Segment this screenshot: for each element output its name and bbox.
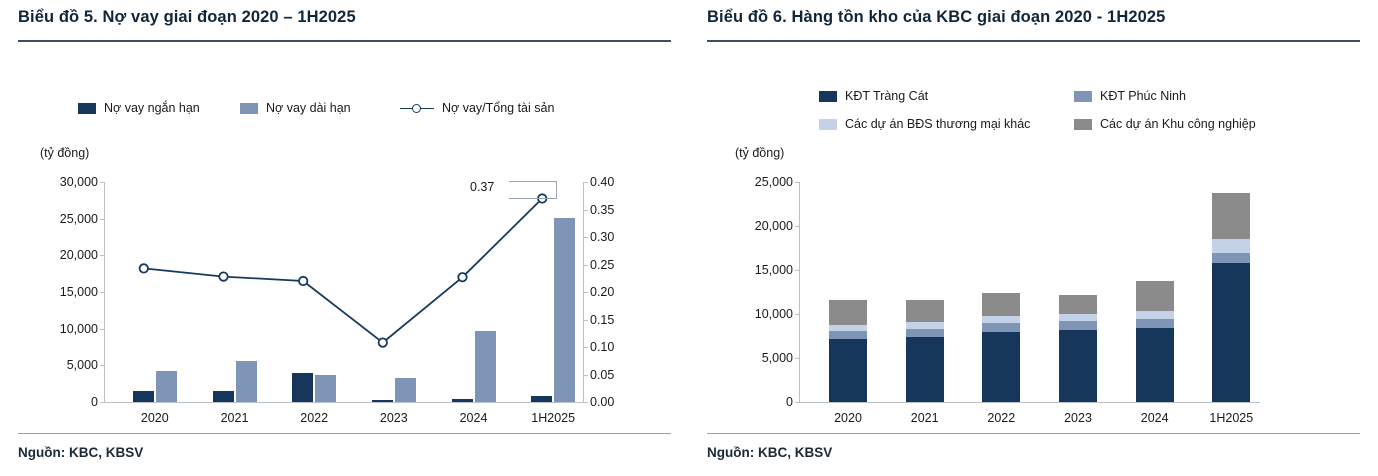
legend-item-trang-cat	[819, 89, 928, 103]
y-tick-mark-0-right	[795, 402, 800, 403]
legend-item-phuc-ninh	[1074, 89, 1186, 103]
x-tick-2020: 2020	[140, 411, 169, 425]
segment-other-comm-2024	[1136, 311, 1174, 319]
y-tick-mark-0	[100, 402, 105, 403]
legend-swatch-other-commercial	[819, 119, 837, 130]
source-divider-left	[18, 433, 671, 434]
y2-tick-mark-035	[583, 210, 588, 211]
y2-tick-025: 0.25	[590, 257, 615, 272]
title-divider-left	[18, 40, 671, 42]
y2-tick-mark-030	[583, 237, 588, 238]
y-tick-mark-20000-right	[795, 226, 800, 227]
segment-phuc-ninh-2020	[829, 331, 867, 339]
source-note-right: Nguồn: KBC, KBSV	[707, 445, 833, 460]
legend-swatch-trang-cat	[819, 91, 837, 102]
segment-trang-cat-2020	[829, 339, 867, 402]
x-tick-2023-right: 2023	[1064, 411, 1092, 425]
segment-other-comm-2020	[829, 325, 867, 331]
data-label-037: 0.37	[470, 180, 495, 194]
source-note-left: Nguồn: KBC, KBSV	[18, 445, 144, 460]
y2-tick-mark-000	[583, 402, 588, 403]
y2-tick-mark-015	[583, 320, 588, 321]
y2-tick-mark-005	[583, 375, 588, 376]
x-tick-2022: 2022	[300, 411, 329, 425]
legend-label-short-term-debt: Nợ vay ngắn hạn	[104, 101, 200, 115]
y-tick-0: 0	[91, 395, 98, 409]
x-tick-2022-right: 2022	[987, 411, 1016, 425]
legend-label-phuc-ninh: KĐT Phúc Ninh	[1100, 89, 1186, 103]
segment-industrial-2020	[829, 300, 867, 325]
y-tick-0-right: 0	[786, 395, 793, 409]
legend-item-debt-to-assets	[400, 101, 554, 115]
legend-item-short-term-debt	[78, 101, 200, 115]
page-title-left: Biểu đồ 5. Nợ vay giai đoạn 2020 – 1H2025	[18, 8, 356, 26]
legend-swatch-short-term-debt	[78, 103, 96, 114]
y-tick-20000-right: 20,000	[754, 219, 793, 233]
stacked-bar-2022	[982, 294, 1020, 402]
y2-tick-035: 0.35	[590, 202, 615, 217]
y-tick-5000-right: 5,000	[761, 351, 793, 365]
legend-item-other-commercial	[819, 117, 1030, 131]
legend-label-long-term-debt: Nợ vay dài hạn	[266, 101, 351, 115]
source-divider-right	[707, 433, 1360, 434]
legend-label-debt-to-assets: Nợ vay/Tổng tài sản	[442, 101, 555, 115]
segment-phuc-ninh-1h2025	[1212, 253, 1250, 263]
y-tick-mark-10000-right	[795, 314, 800, 315]
line-series-debt-to-assets	[105, 182, 583, 402]
segment-phuc-ninh-2024	[1136, 319, 1174, 328]
y-tick-15000-right: 15,000	[754, 263, 793, 277]
page-title-right: Biểu đồ 6. Hàng tồn kho của KBC giai đoạn 2020 - 1H2025	[707, 8, 1166, 26]
segment-phuc-ninh-2022	[982, 323, 1020, 332]
segment-industrial-2023	[1059, 295, 1097, 314]
y-tick-mark-5000-right	[795, 358, 800, 359]
y2-tick-010: 0.10	[590, 340, 615, 354]
x-tick-2024: 2024	[459, 411, 488, 425]
y-tick-mark-15000-right	[795, 270, 800, 271]
segment-industrial-2021	[906, 300, 944, 322]
x-tick-2020-right: 2020	[834, 411, 862, 425]
x-tick-2023: 2023	[379, 411, 408, 425]
y2-tick-000: 0.00	[590, 395, 615, 409]
x-tick-2024-right: 2024	[1140, 411, 1169, 425]
segment-trang-cat-1h2025	[1212, 263, 1250, 402]
legend-swatch-industrial-parks	[1074, 119, 1092, 130]
title-divider-right	[707, 40, 1360, 42]
y2-tick-040: 0.40	[590, 175, 615, 189]
y-axis-units-left: (tỷ đồng)	[40, 146, 90, 160]
segment-industrial-1h2025	[1212, 193, 1250, 240]
x-tick-1h2025: 1H2025	[531, 411, 576, 425]
segment-phuc-ninh-2023	[1059, 321, 1097, 330]
y2-tick-mark-040	[583, 182, 588, 183]
segment-other-comm-2022	[982, 316, 1020, 323]
y2-tick-015: 0.15	[590, 312, 615, 327]
y-tick-15000: 15,000	[59, 285, 98, 299]
segment-industrial-2022	[982, 293, 1020, 316]
segment-industrial-2024	[1136, 281, 1174, 312]
stacked-bar-2020	[829, 300, 867, 402]
segment-other-comm-2023	[1059, 314, 1097, 321]
stacked-bar-2021	[906, 300, 944, 402]
legend-swatch-phuc-ninh	[1074, 91, 1092, 102]
segment-trang-cat-2024	[1136, 328, 1174, 402]
y-tick-30000: 30,000	[59, 175, 98, 189]
y-tick-10000: 10,000	[59, 321, 98, 336]
plot-area-left	[59, 175, 615, 425]
y2-tick-mark-025	[583, 265, 588, 266]
y-tick-25000: 25,000	[59, 211, 98, 226]
y-tick-25000-right: 25,000	[754, 175, 793, 189]
y-tick-mark-25000-right	[795, 182, 800, 183]
segment-phuc-ninh-2021	[906, 329, 944, 337]
stacked-bar-2024	[1136, 281, 1174, 402]
y-tick-10000-right: 10,000	[754, 307, 793, 321]
data-label-box-037	[509, 181, 557, 199]
x-tick-1h2025-right: 1H2025	[1209, 411, 1254, 425]
y2-tick-mark-010	[583, 347, 588, 348]
y-tick-5000: 5,000	[66, 358, 98, 373]
y2-tick-030: 0.30	[590, 230, 615, 244]
legend-label-other-commercial: Các dự án BĐS thương mại khác	[845, 117, 1031, 131]
x-tick-2021-right: 2021	[910, 411, 939, 425]
legend-item-industrial-parks	[1074, 117, 1256, 131]
y-axis-units-right: (tỷ đồng)	[735, 146, 785, 160]
legend-label-industrial-parks: Các dự án Khu công nghiệp	[1100, 117, 1256, 131]
legend-swatch-long-term-debt	[240, 103, 258, 114]
segment-trang-cat-2022	[982, 332, 1020, 402]
segment-trang-cat-2023	[1059, 330, 1097, 402]
plot-area-right	[754, 175, 1260, 425]
stacked-bar-1h2025	[1212, 193, 1250, 402]
y2-tick-020: 0.20	[590, 285, 615, 299]
y2-tick-005: 0.05	[590, 367, 615, 382]
segment-other-comm-1h2025	[1212, 239, 1250, 253]
x-tick-2021: 2021	[220, 411, 249, 425]
stacked-bar-2023	[1059, 295, 1097, 402]
legend-line-debt-to-assets	[400, 103, 434, 114]
legend-label-trang-cat: KĐT Tràng Cát	[845, 89, 929, 103]
legend-item-long-term-debt	[240, 101, 351, 115]
segment-trang-cat-2021	[906, 337, 944, 402]
y-tick-20000: 20,000	[59, 248, 98, 263]
panel-inventory-chart	[689, 0, 1378, 476]
y2-tick-mark-020	[583, 292, 588, 293]
segment-other-comm-2021	[906, 322, 944, 329]
